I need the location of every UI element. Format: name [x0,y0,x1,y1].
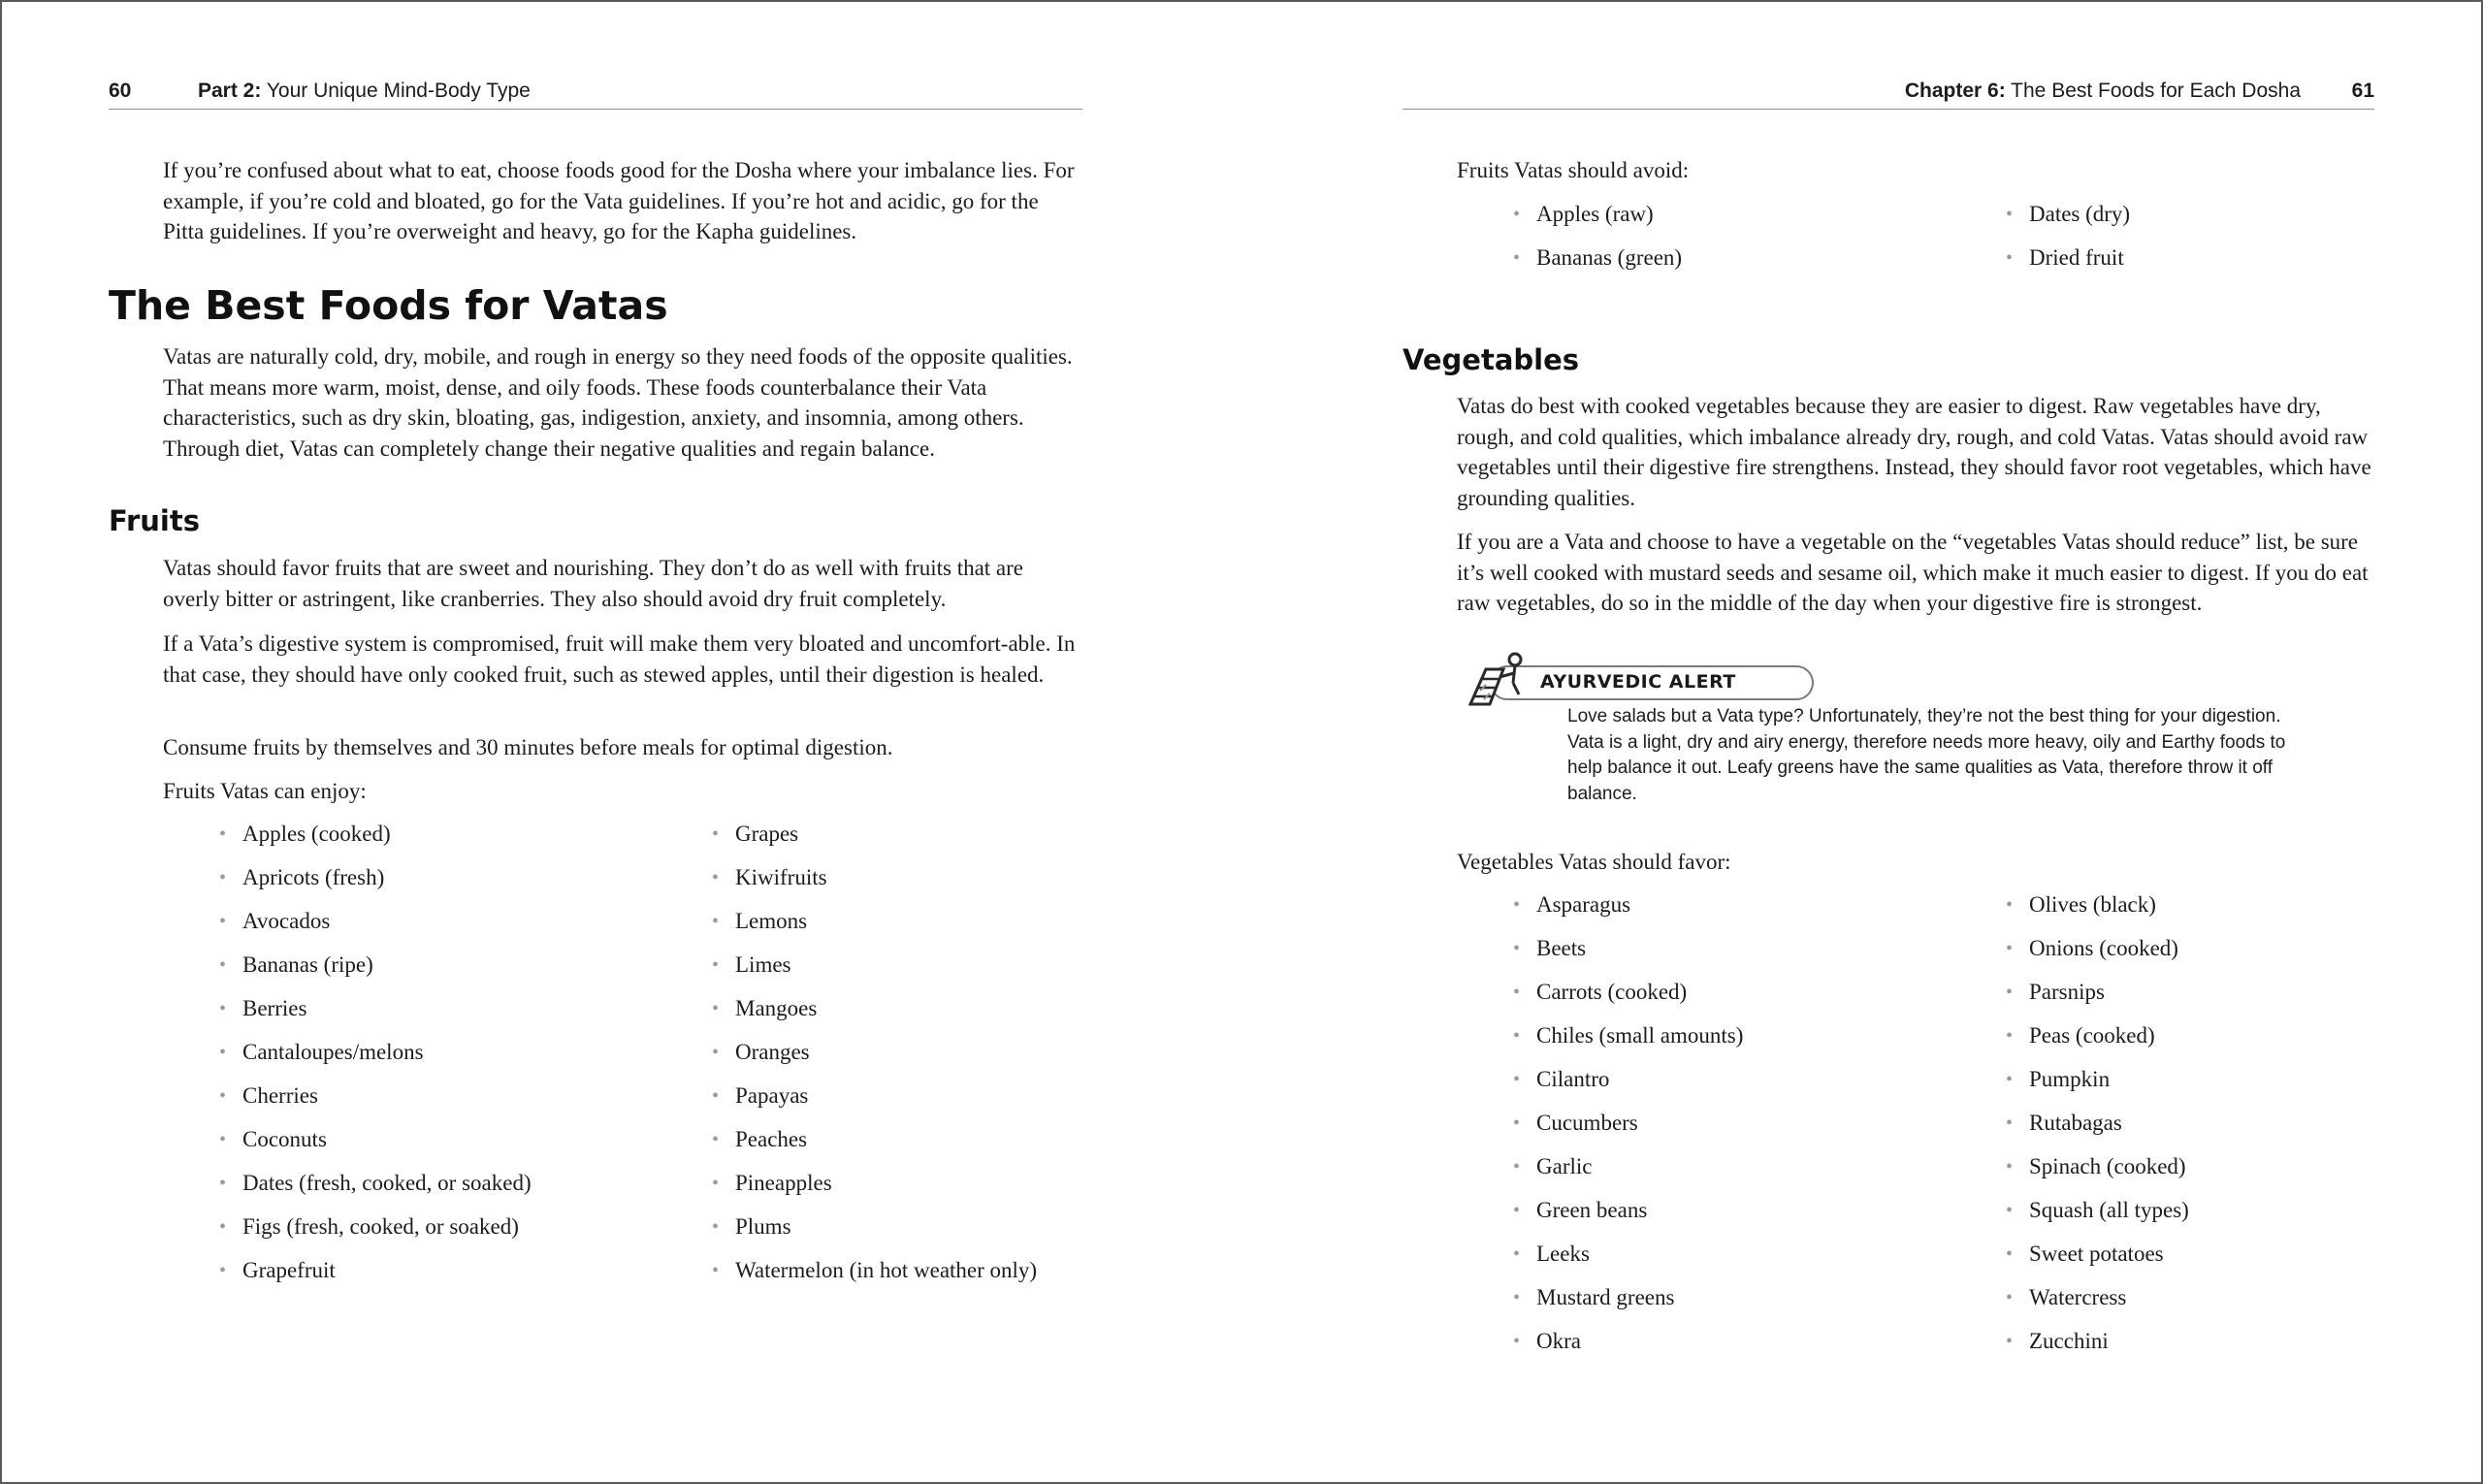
list-item-label: Garlic [1536,1154,1593,1178]
bullet-icon: • [712,867,720,888]
bullet-icon: • [1513,982,1521,1003]
list-item [2006,1240,2189,1283]
list-item [2006,1152,2189,1196]
bullet-icon: • [219,1216,227,1238]
list-item-label: Beets [1536,936,1587,960]
list-item-label: Oranges [735,1040,810,1064]
bullet-icon: • [219,823,227,845]
bullet-icon: • [219,867,227,888]
bullet-icon: • [2006,938,2014,959]
ladder-person-icon [1461,652,1538,710]
list-item [219,1169,532,1212]
list-item [1513,934,1743,978]
list-item-label: Sweet potatoes [2029,1242,2164,1266]
vegetables-favor-list-col1 [1513,890,1743,1371]
bullet-icon: • [2006,247,2014,269]
list-item [712,1081,1037,1125]
list-item-label: Limes [735,952,791,977]
bullet-icon: • [712,1260,720,1281]
list-item-label: Apricots (fresh) [242,865,385,889]
vegetables-favor-intro: Vegetables Vatas should favor: [1457,850,1731,874]
bullet-icon: • [219,911,227,932]
list-item-label: Apples (raw) [1536,202,1654,226]
bullet-icon: • [2006,1243,2014,1265]
list-item-label: Peas (cooked) [2029,1023,2155,1048]
right-page-number: 61 [2351,80,2374,102]
right-page [1403,0,2374,1484]
list-item [219,1256,532,1300]
list-item-label: Papayas [735,1083,809,1108]
list-item-label: Kiwifruits [735,865,827,889]
list-item [1513,1152,1743,1196]
list-item [712,1169,1037,1212]
intro-paragraph: If you’re confused about what to eat, choose foods good for the Dosha where your imbalance lies. For example, if you’re cold and bloated, go for the Vata guidelines. If you’re hot and acidic, go for the Pitta guidelines. If you’re overweight and heavy, go for the Kapha guidelines. [163,158,1075,243]
bullet-icon: • [2006,1331,2014,1352]
list-item-label: Watercress [2029,1285,2127,1309]
list-item-label: Bananas (ripe) [242,952,373,977]
section-paragraph: Vatas are naturally cold, dry, mobile, and rough in energy so they need foods of the opposite qualities. That means more warm, moist, dense, and oily foods. These foods counterbalance their Vata characteristics, such as dry skin, bloating, gas, indigestion, anxiety, and insomnia, among others. Through diet, Vatas can completely change their negative qualities and regain balance. [163,344,1073,461]
bullet-icon: • [712,1173,720,1194]
list-item-label: Mangoes [735,996,818,1020]
list-item-label: Grapes [735,822,799,846]
fruits-enjoy-intro: Fruits Vatas can enjoy: [163,779,367,803]
list-item [219,863,532,907]
list-item-label: Dates (dry) [2029,202,2131,226]
list-item [219,1125,532,1169]
list-item [219,1212,532,1256]
list-item-label: Plums [735,1214,791,1239]
list-item [2006,200,2130,243]
bullet-icon: • [1513,1331,1521,1352]
bullet-icon: • [219,1129,227,1150]
bullet-icon: • [712,823,720,845]
vegetables-paragraph-2: If you are a Vata and choose to have a vegetable on the “vegetables Vatas should reduce” list, be sure it’s well cooked with mustard seeds and sesame oil, which make it much easier to digest. If you do eat raw vegetables, do so in the middle of the day when your digestive fire is strongest. [1457,530,2369,615]
bullet-icon: • [1513,1069,1521,1090]
list-item [219,1038,532,1081]
vegetables-favor-list-col2 [2006,890,2189,1371]
list-item-label: Peaches [735,1127,808,1151]
list-item [219,994,532,1038]
right-running-head [1403,80,2374,110]
bullet-icon: • [2006,204,2014,225]
bullet-icon: • [219,1260,227,1281]
list-item [219,951,532,994]
list-item-label: Dried fruit [2029,245,2124,270]
list-item [1513,1196,1743,1240]
bullet-icon: • [219,954,227,976]
bullet-icon: • [712,911,720,932]
bullet-icon: • [1513,1025,1521,1047]
list-item [2006,890,2189,934]
list-item-label: Grapefruit [242,1258,336,1282]
bullet-icon: • [219,998,227,1019]
bullet-icon: • [219,1173,227,1194]
list-item [2006,1327,2189,1371]
list-item-label: Okra [1536,1329,1581,1353]
bullet-icon: • [1513,1156,1521,1178]
list-item [712,820,1037,863]
bullet-icon: • [1513,1200,1521,1221]
list-item [2006,934,2189,978]
fruits-enjoy-list-col2 [712,820,1037,1300]
left-page [109,0,1082,1484]
list-item-label: Carrots (cooked) [1536,980,1688,1004]
list-item [1513,978,1743,1021]
list-item-label: Squash (all types) [2029,1198,2189,1222]
list-item [2006,1196,2189,1240]
list-item [1513,890,1743,934]
list-item-label: Pumpkin [2029,1067,2111,1091]
list-item-label: Cherries [242,1083,318,1108]
list-item-label: Watermelon (in hot weather only) [735,1258,1038,1282]
bullet-icon: • [712,1042,720,1063]
list-item [2006,1065,2189,1109]
bullet-icon: • [2006,1200,2014,1221]
bullet-icon: • [2006,1069,2014,1090]
bullet-icon: • [219,1042,227,1063]
list-item-label: Green beans [1536,1198,1648,1222]
list-item [712,907,1037,951]
list-item [1513,1283,1743,1327]
list-item [2006,978,2189,1021]
bullet-icon: • [2006,1287,2014,1308]
alert-label: AYURVEDIC ALERT [1540,671,1736,693]
vegetables-paragraph-1: Vatas do best with cooked vegetables because they are easier to digest. Raw vegetables have dry, rough, and cold qualities, which imbalance already dry, rough, and cold Vatas. Vatas should avoid raw vegetables until their digestive fire strengthens. Instead, they should favor root vegetables, which have grounding qualities. [1457,394,2371,510]
list-item [2006,1021,2189,1065]
list-item [1513,1021,1743,1065]
list-item [712,1256,1037,1300]
list-item [1513,243,1682,287]
list-item [712,1212,1037,1256]
bullet-icon: • [2006,1113,2014,1134]
bullet-icon: • [712,998,720,1019]
bullet-icon: • [2006,1025,2014,1047]
left-page-number: 60 [109,80,132,102]
list-item [1513,1327,1743,1371]
bullet-icon: • [1513,1243,1521,1265]
list-item [1513,1240,1743,1283]
list-item [1513,1109,1743,1152]
list-item [219,1081,532,1125]
list-item [219,820,532,863]
bullet-icon: • [2006,894,2014,916]
fruits-enjoy-list-col1 [219,820,532,1300]
list-item-label: Cilantro [1536,1067,1610,1091]
left-running-title-text: Your Unique Mind-Body Type [261,80,531,102]
bullet-icon: • [1513,1113,1521,1134]
bullet-icon: • [2006,982,2014,1003]
bullet-icon: • [1513,204,1521,225]
list-item-label: Figs (fresh, cooked, or soaked) [242,1214,519,1239]
list-item-label: Bananas (green) [1536,245,1683,270]
list-item-label: Onions (cooked) [2029,936,2178,960]
bullet-icon: • [1513,894,1521,916]
list-item-label: Zucchini [2029,1329,2109,1353]
list-item [712,994,1037,1038]
list-item [712,1125,1037,1169]
list-item-label: Dates (fresh, cooked, or soaked) [242,1171,532,1195]
list-item-label: Apples (cooked) [242,822,391,846]
list-item [712,1038,1037,1081]
list-item-label: Olives (black) [2029,892,2156,917]
section-heading: The Best Foods for Vatas [109,282,668,329]
bullet-icon: • [219,1085,227,1107]
bullet-icon: • [1513,938,1521,959]
bullet-icon: • [712,1216,720,1238]
list-item-label: Parsnips [2029,980,2105,1004]
bullet-icon: • [1513,1287,1521,1308]
list-item-label: Leeks [1536,1242,1590,1266]
list-item [219,907,532,951]
bullet-icon: • [712,1129,720,1150]
list-item-label: Cantaloupes/melons [242,1040,424,1064]
bullet-icon: • [2006,1156,2014,1178]
left-running-title [198,80,531,103]
right-running-title-chapter: Chapter 6: [1904,80,2006,102]
right-running-title [1905,80,2301,103]
fruits-heading: Fruits [109,504,200,537]
ayurvedic-alert-badge [1461,660,1822,702]
fruits-avoid-list-col2 [2006,200,2130,287]
right-running-title-text: The Best Foods for Each Dosha [2005,80,2301,102]
list-item-label: Coconuts [242,1127,327,1151]
list-item-label: Avocados [242,909,331,933]
bullet-icon: • [1513,247,1521,269]
left-running-head [109,80,1082,110]
list-item-label: Asparagus [1536,892,1631,917]
list-item-label: Lemons [735,909,808,933]
list-item-label: Spinach (cooked) [2029,1154,2186,1178]
fruits-paragraph-3: Consume fruits by themselves and 30 minutes before meals for optimal digestion. [163,735,893,759]
list-item-label: Rutabagas [2029,1111,2122,1135]
fruits-paragraph-1: Vatas should favor fruits that are sweet and nourishing. They don’t do as well with fruits that are overly bitter or astringent, like cranberries. They also should avoid dry fruit completely. [163,556,1024,611]
list-item [1513,1065,1743,1109]
list-item-label: Pineapples [735,1171,832,1195]
list-item-label: Berries [242,996,307,1020]
vegetables-heading: Vegetables [1403,343,1580,376]
list-item [712,863,1037,907]
list-item-label: Cucumbers [1536,1111,1638,1135]
alert-text: Love salads but a Vata type? Unfortunately, they’re not the best thing for your digestion. Vata is a light, dry and airy energy, therefore needs more heavy, oily and Earthy foods to help balance it out. Leafy greens have the same qualities as Vata, therefore throw it off balance. [1567,706,2286,804]
bullet-icon: • [712,954,720,976]
list-item [2006,1283,2189,1327]
list-item-label: Mustard greens [1536,1285,1675,1309]
list-item-label: Chiles (small amounts) [1536,1023,1744,1048]
list-item [1513,200,1682,243]
list-item [712,951,1037,994]
list-item [2006,243,2130,287]
fruits-avoid-intro: Fruits Vatas should avoid: [1457,158,1690,182]
fruits-avoid-list-col1 [1513,200,1682,287]
left-running-title-part: Part 2: [198,80,262,102]
list-item [2006,1109,2189,1152]
fruits-paragraph-2: If a Vata’s digestive system is compromised, fruit will make them very bloated and uncomfort-able. In that case, they should have only cooked fruit, such as stewed apples, until their digestion is healed. [163,631,1076,687]
bullet-icon: • [712,1085,720,1107]
